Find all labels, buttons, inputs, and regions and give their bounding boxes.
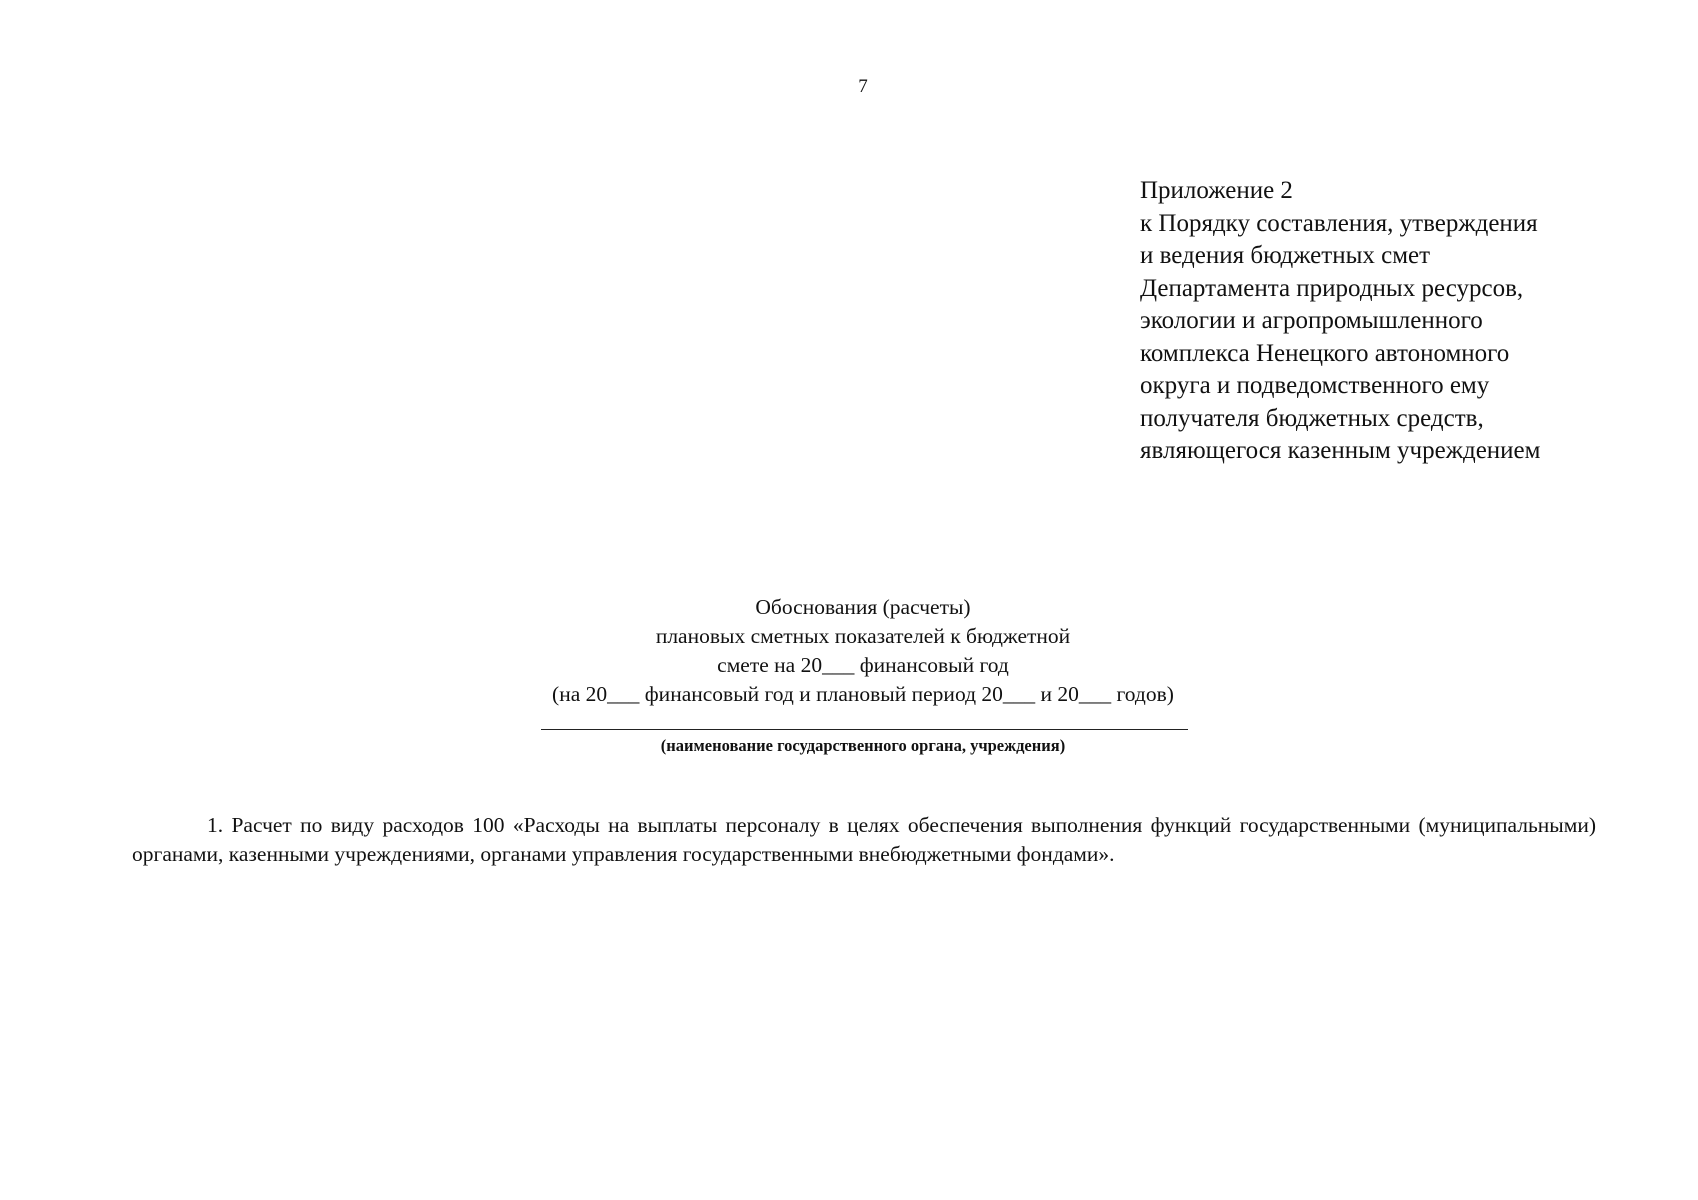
heading-title: Обоснования (расчеты) bbox=[755, 595, 971, 619]
appendix-line: к Порядку составления, утверждения bbox=[1140, 209, 1538, 237]
heading-line: (на 20___ финансовый год и плановый период 20___ и 20___ годов) bbox=[552, 682, 1174, 706]
appendix-block bbox=[1140, 175, 1540, 468]
appendix-line: округа и подведомственного ему bbox=[1140, 372, 1490, 399]
organization-name-caption: (наименование государственного органа, учреждения) bbox=[660, 736, 1066, 755]
appendix-line: Департамента природных ресурсов, bbox=[1140, 274, 1524, 302]
appendix-line: получателя бюджетных средств, bbox=[1140, 404, 1484, 432]
heading-line: плановых сметных показателей к бюджетной bbox=[655, 624, 1071, 648]
section-1-paragraph: 1. Расчет по виду расходов 100 «Расходы на выплаты персоналу в целях обеспечения выполнения функций государственными (муниципальными) органами, казенными учреждениями, органами управления государственными внебюджетными фондами». bbox=[132, 813, 1596, 866]
heading-line: смете на 20___ финансовый год bbox=[717, 653, 1009, 677]
appendix-line: комплекса Ненецкого автономного bbox=[1140, 339, 1510, 367]
appendix-line: и ведения бюджетных смет bbox=[1140, 242, 1431, 269]
appendix-title: Приложение 2 bbox=[1140, 177, 1293, 204]
page-number: 7 bbox=[858, 76, 868, 97]
appendix-line: являющегося казенным учреждением bbox=[1140, 437, 1541, 464]
appendix-line: экологии и агропромышленного bbox=[1140, 307, 1483, 334]
document-heading bbox=[0, 593, 1698, 709]
organization-name-blank-line bbox=[541, 729, 1188, 730]
